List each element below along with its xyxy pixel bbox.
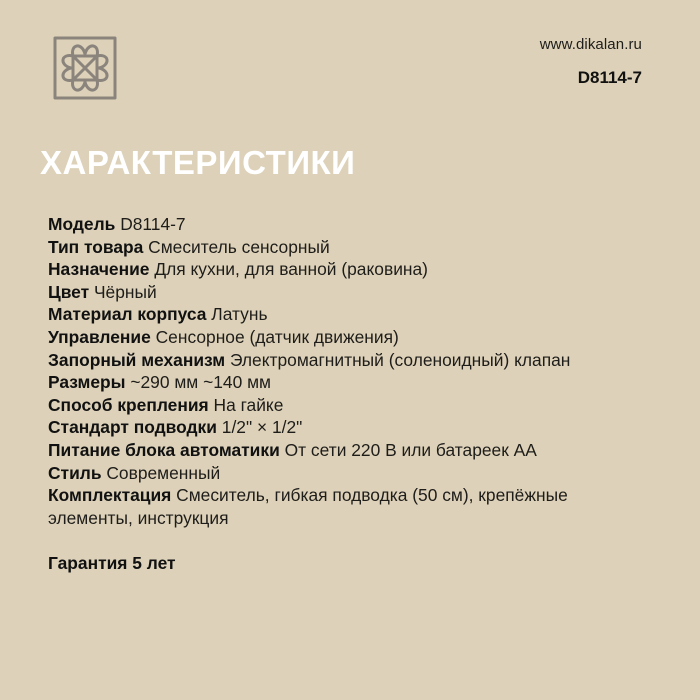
spec-row-color bbox=[48, 281, 648, 304]
spec-key: Назначение bbox=[48, 259, 150, 280]
spec-key: Цвет bbox=[48, 281, 90, 302]
spec-value: D8114-7 bbox=[120, 214, 186, 234]
spec-row-mounting bbox=[48, 394, 648, 417]
spec-value: От сети 220 В или батареек АА bbox=[284, 439, 537, 460]
spec-value: Электромагнитный (соленоидный) клапан bbox=[229, 349, 571, 370]
spec-value: Смеситель, гибкая подводка (50 см), крепёжные элементы, инструкция bbox=[48, 485, 568, 528]
spec-row-power bbox=[48, 439, 648, 462]
spec-key: Стандарт подводки bbox=[48, 417, 217, 438]
product-sku: D8114-7 bbox=[577, 68, 642, 87]
spec-key: Стиль bbox=[48, 462, 102, 483]
spec-row-dimensions bbox=[48, 371, 648, 394]
spec-key: Материал корпуса bbox=[48, 304, 207, 325]
spec-row-connection bbox=[48, 416, 648, 439]
spec-key: Тип товара bbox=[48, 236, 144, 257]
spec-row-control bbox=[48, 326, 648, 349]
spec-row-type bbox=[48, 236, 648, 259]
spec-value: Чёрный bbox=[93, 281, 157, 302]
spec-key: Комплектация bbox=[48, 485, 172, 506]
spec-row-package bbox=[48, 484, 648, 529]
spec-key: Питание блока автоматики bbox=[48, 439, 280, 460]
spec-value: Для кухни, для ванной (раковина) bbox=[154, 259, 428, 280]
floral-square-logo-icon bbox=[53, 36, 117, 100]
spec-key: Модель bbox=[48, 214, 116, 234]
spec-value: ~290 мм ~140 мм bbox=[130, 372, 271, 393]
spec-row-material bbox=[48, 303, 648, 326]
spec-row-valve bbox=[48, 349, 648, 372]
site-url[interactable]: www.dikalan.ru bbox=[539, 36, 642, 53]
spec-list bbox=[48, 213, 648, 575]
spec-row-style bbox=[48, 462, 648, 485]
spec-key: Запорный механизм bbox=[48, 349, 226, 370]
spec-value: 1/2" × 1/2" bbox=[221, 417, 303, 438]
spec-value: Современный bbox=[106, 462, 221, 483]
spec-value: Сенсорное (датчик движения) bbox=[155, 326, 399, 347]
spec-key: Способ крепления bbox=[48, 394, 209, 415]
spacer bbox=[48, 529, 648, 552]
spec-key: Размеры bbox=[48, 372, 126, 393]
spec-key: Управление bbox=[48, 326, 151, 347]
spec-value: Смеситель сенсорный bbox=[148, 236, 330, 257]
header-info bbox=[540, 36, 642, 88]
spec-value: На гайке bbox=[213, 394, 284, 415]
warranty: Гарантия 5 лет bbox=[48, 552, 176, 573]
page-title: ХАРАКТЕРИСТИКИ bbox=[40, 144, 356, 181]
spec-row-model bbox=[48, 213, 648, 236]
spec-value: Латунь bbox=[211, 304, 268, 325]
spec-row-purpose bbox=[48, 258, 648, 281]
